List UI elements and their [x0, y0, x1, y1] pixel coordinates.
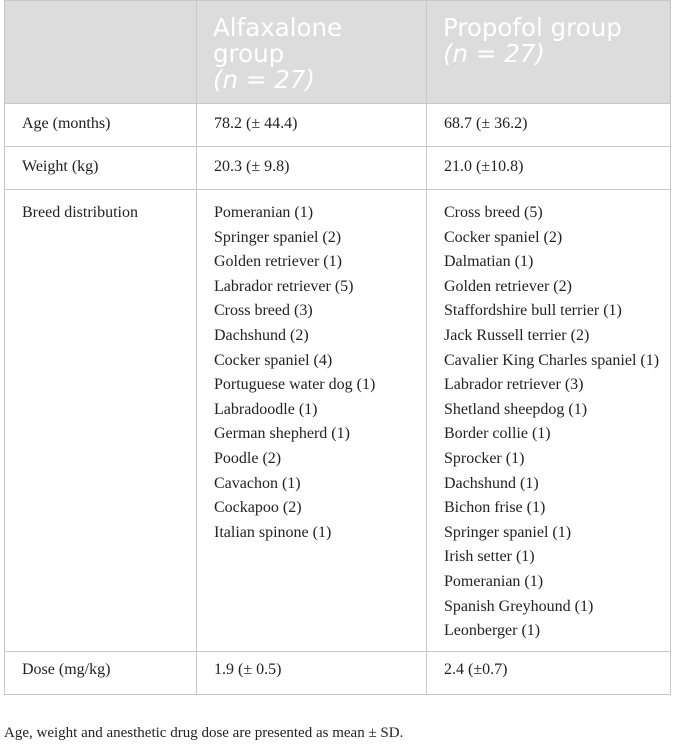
breed-item: Labradoodle (1): [214, 400, 318, 418]
breed-item: Golden retriever (2): [444, 277, 572, 295]
breed-item: Shetland sheepdog (1): [444, 400, 588, 418]
breed-item: Cocker spaniel (2): [444, 228, 563, 246]
table-row-breed: [5, 190, 671, 652]
breed-item: Dachshund (1): [444, 474, 539, 492]
breed-item: Cavalier King Charles spaniel (1): [444, 351, 660, 369]
breed-item: Portuguese water dog (1): [214, 376, 376, 394]
breed-item: Spanish Greyhound (1): [444, 597, 594, 615]
row-label-breed: Breed distribution: [5, 190, 197, 652]
cell-dose-alfaxalone: 1.9 (± 0.5): [197, 651, 427, 694]
header-alfaxalone-name: Alfaxalone group: [213, 13, 343, 68]
breed-item: Dalmatian (1): [444, 253, 534, 271]
breed-item: Staffordshire bull terrier (1): [444, 302, 622, 320]
row-label-dose: Dose (mg/kg): [5, 651, 197, 694]
row-label-age: Age (months): [5, 104, 197, 147]
header-alfaxalone-n: (n = 27): [213, 65, 315, 94]
breed-item: Bichon frise (1): [444, 499, 546, 517]
breed-item: Springer spaniel (1): [444, 523, 572, 541]
breed-item: Irish setter (1): [444, 548, 535, 566]
breed-item: Dachshund (2): [214, 326, 309, 344]
cell-breed-propofol: [427, 190, 671, 652]
breed-list-propofol: [444, 201, 660, 644]
breed-item: Cavachon (1): [214, 474, 301, 492]
cell-weight-alfaxalone: 20.3 (± 9.8): [197, 147, 427, 190]
table-row-weight: [5, 147, 671, 190]
cell-age-propofol: 68.7 (± 36.2): [427, 104, 671, 147]
breed-list-alfaxalone: [214, 201, 416, 545]
data-table-container: [4, 0, 670, 695]
breed-item: Springer spaniel (2): [214, 228, 342, 246]
cell-breed-alfaxalone: [197, 190, 427, 652]
table-header-row: [5, 1, 671, 104]
breed-item: Sprocker (1): [444, 449, 525, 467]
demographics-table: [4, 0, 671, 695]
table-footnote: Age, weight and anesthetic drug dose are presented as mean ± SD.: [4, 725, 404, 741]
breed-item: Cross breed (5): [444, 204, 543, 221]
cell-weight-propofol: 21.0 (±10.8): [427, 147, 671, 190]
header-empty-cell: [5, 1, 197, 104]
breed-item: Labrador retriever (5): [214, 277, 354, 295]
cell-age-alfaxalone: 78.2 (± 44.4): [197, 104, 427, 147]
header-alfaxalone: [197, 1, 427, 104]
breed-item: German shepherd (1): [214, 425, 350, 443]
header-propofol-name: Propofol group: [443, 13, 622, 42]
breed-item: Jack Russell terrier (2): [444, 326, 590, 344]
header-propofol: [427, 1, 671, 104]
breed-item: Border collie (1): [444, 425, 551, 443]
breed-item: Pomeranian (1): [444, 572, 544, 590]
breed-item: Leonberger (1): [444, 622, 541, 640]
header-propofol-n: (n = 27): [443, 39, 545, 68]
breed-item: Golden retriever (1): [214, 253, 342, 271]
breed-item: Italian spinone (1): [214, 523, 332, 541]
row-label-weight: Weight (kg): [5, 147, 197, 190]
table-row-age: [5, 104, 671, 147]
breed-item: Labrador retriever (3): [444, 376, 584, 394]
breed-item: Pomeranian (1): [214, 204, 314, 221]
breed-item: Cross breed (3): [214, 302, 313, 320]
breed-item: Poodle (2): [214, 449, 282, 467]
table-row-dose: [5, 651, 671, 694]
cell-dose-propofol: 2.4 (±0.7): [427, 651, 671, 694]
breed-item: Cocker spaniel (4): [214, 351, 333, 369]
breed-item: Cockapoo (2): [214, 499, 302, 517]
